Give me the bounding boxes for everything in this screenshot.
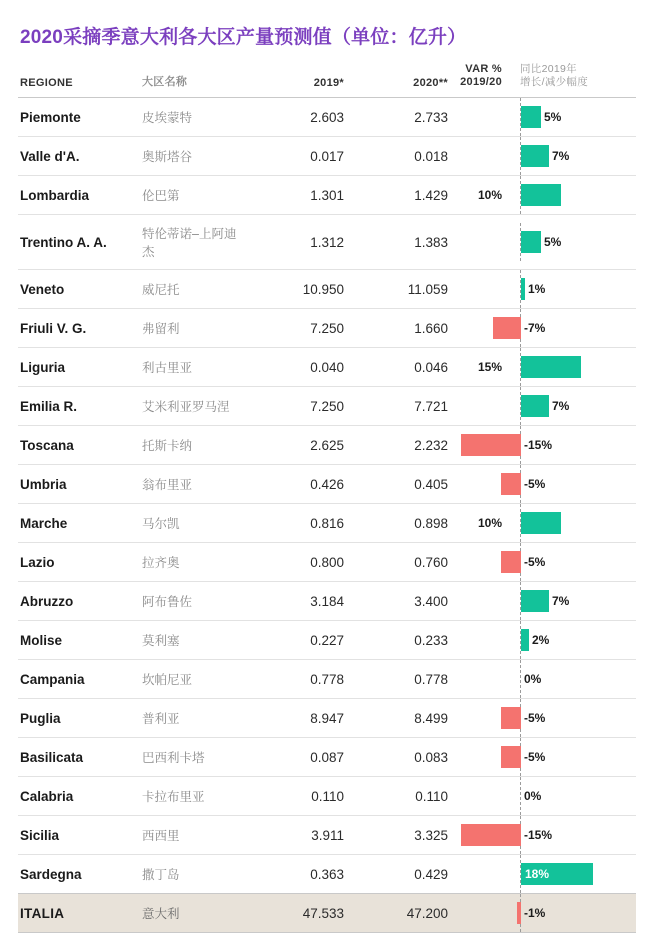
variation-label: 5% xyxy=(544,235,562,249)
column-header-variation xyxy=(454,63,510,98)
region-name-cn: 伦巴第 xyxy=(142,189,180,203)
variation-label: 7% xyxy=(552,149,570,163)
value-2019: 0.040 xyxy=(310,359,344,375)
bar-wrapper xyxy=(510,543,636,581)
value-2020: 2.232 xyxy=(414,437,448,453)
table-row xyxy=(18,348,636,387)
variation-label: -5% xyxy=(524,711,546,725)
variation-bar-cell xyxy=(510,309,636,348)
negative-bar xyxy=(461,434,521,456)
variation-outside-label xyxy=(454,582,510,621)
positive-bar xyxy=(521,395,549,417)
bar-wrapper xyxy=(510,348,636,386)
region-name: Lombardia xyxy=(20,187,90,203)
table-row xyxy=(18,816,636,855)
region-name: Trentino A. A. xyxy=(20,234,107,250)
region-name-cn: 马尔凯 xyxy=(142,517,180,531)
region-name: Campania xyxy=(20,671,85,687)
region-name-cn: 艾米利亚罗马涅 xyxy=(142,400,230,414)
variation-bar-cell xyxy=(510,777,636,816)
value-2019: 0.363 xyxy=(310,866,344,882)
value-2020: 1.660 xyxy=(414,320,448,336)
bar-wrapper xyxy=(510,270,636,308)
value-2019: 0.110 xyxy=(311,788,344,804)
region-name-cn: 撒丁岛 xyxy=(142,868,180,882)
variation-label: 2% xyxy=(532,633,550,647)
positive-bar xyxy=(521,590,549,612)
bar-header-line1: 同比2019年 xyxy=(520,63,577,75)
table-row xyxy=(18,98,636,137)
value-2020: 0.018 xyxy=(414,148,448,164)
value-2020: 0.760 xyxy=(414,554,448,570)
table-row xyxy=(18,215,636,270)
value-2020: 0.778 xyxy=(414,671,448,687)
variation-label: -1% xyxy=(524,906,546,920)
bar-wrapper xyxy=(510,98,636,136)
positive-bar xyxy=(521,231,541,253)
zero-axis-line xyxy=(520,777,521,815)
value-2020: 0.405 xyxy=(414,476,448,492)
value-2020: 47.200 xyxy=(406,905,448,921)
variation-label: 0% xyxy=(524,789,542,803)
table-row xyxy=(18,621,636,660)
value-2020: 1.429 xyxy=(414,187,448,203)
value-2019: 0.800 xyxy=(310,554,344,570)
table-row xyxy=(18,504,636,543)
region-name-cn: 卡拉布里亚 xyxy=(142,790,205,804)
value-2019: 0.087 xyxy=(310,749,344,765)
variation-outside-label xyxy=(454,98,510,137)
variation-bar-cell xyxy=(510,387,636,426)
table-header xyxy=(18,63,636,98)
region-name: Molise xyxy=(20,632,63,648)
variation-label: 7% xyxy=(552,399,570,413)
value-2020: 7.721 xyxy=(414,398,448,414)
bar-wrapper xyxy=(510,387,636,425)
region-name: Basilicata xyxy=(20,749,84,765)
negative-bar xyxy=(501,551,521,573)
variation-label: 7% xyxy=(552,594,570,608)
variation-outside-label xyxy=(454,660,510,699)
variation-bar-cell xyxy=(510,465,636,504)
variation-label: 0% xyxy=(524,672,542,686)
table-row xyxy=(18,777,636,816)
variation-label: 1% xyxy=(528,282,546,296)
value-2020: 0.429 xyxy=(414,866,448,882)
column-header-regione: REGIONE xyxy=(20,77,73,89)
table-row xyxy=(18,176,636,215)
variation-outside-label xyxy=(454,387,510,426)
region-name-cn: 弗留利 xyxy=(142,322,180,336)
variation-outside-label xyxy=(454,215,510,270)
region-name: Liguria xyxy=(20,359,66,375)
table-row xyxy=(18,543,636,582)
table-body xyxy=(18,98,636,933)
variation-bar-cell xyxy=(510,816,636,855)
value-2020: 11.059 xyxy=(407,281,448,297)
region-name: Friuli V. G. xyxy=(20,320,87,336)
variation-bar-cell xyxy=(510,426,636,465)
region-name: Veneto xyxy=(20,281,65,297)
production-forecast-table xyxy=(18,63,636,933)
value-2020: 0.083 xyxy=(414,749,448,765)
bar-wrapper xyxy=(510,738,636,776)
region-name-cn: 特伦蒂诺–上阿迪杰 xyxy=(142,227,237,259)
region-name: Marche xyxy=(20,515,68,531)
positive-bar xyxy=(521,184,561,206)
variation-header-line1: VAR % xyxy=(465,63,502,75)
table-row xyxy=(18,465,636,504)
bar-wrapper xyxy=(510,504,636,542)
region-name-cn: 巴西利卡塔 xyxy=(142,751,205,765)
positive-bar xyxy=(521,512,561,534)
positive-bar xyxy=(521,629,529,651)
variation-label: -7% xyxy=(524,321,546,335)
variation-bar-cell xyxy=(510,504,636,543)
region-name: Sardegna xyxy=(20,866,82,882)
bar-wrapper xyxy=(510,621,636,659)
table-row xyxy=(18,582,636,621)
bar-wrapper xyxy=(510,894,636,932)
value-2020: 0.110 xyxy=(415,788,448,804)
region-name-cn: 意大利 xyxy=(142,907,180,921)
table-row xyxy=(18,426,636,465)
value-2019: 0.816 xyxy=(310,515,344,531)
variation-bar-cell xyxy=(510,660,636,699)
variation-outside-label: 10% xyxy=(477,516,502,530)
region-name: Emilia R. xyxy=(20,398,78,414)
region-name-cn: 坎帕尼亚 xyxy=(142,673,193,687)
column-header-region-cn: 大区名称 xyxy=(142,76,188,88)
value-2019: 0.227 xyxy=(310,632,344,648)
value-2020: 3.325 xyxy=(414,827,448,843)
variation-bar-cell xyxy=(510,543,636,582)
table-row xyxy=(18,660,636,699)
variation-bar-cell xyxy=(510,699,636,738)
value-2020: 0.898 xyxy=(414,515,448,531)
variation-label: -5% xyxy=(524,477,546,491)
variation-label: 18% xyxy=(525,867,550,881)
table-row xyxy=(18,699,636,738)
value-2020: 3.400 xyxy=(414,593,448,609)
region-name-cn: 普利亚 xyxy=(142,712,180,726)
region-name-cn: 利古里亚 xyxy=(142,361,193,375)
value-2020: 0.046 xyxy=(414,359,448,375)
bar-wrapper xyxy=(510,660,636,698)
region-name: Piemonte xyxy=(20,109,81,125)
value-2020: 2.733 xyxy=(414,109,448,125)
table-row xyxy=(18,270,636,309)
region-name: Valle d'A. xyxy=(20,148,80,164)
region-name: Lazio xyxy=(20,554,55,570)
region-name: Calabria xyxy=(20,788,74,804)
variation-bar-cell xyxy=(510,621,636,660)
variation-label: -15% xyxy=(524,438,553,452)
value-2019: 3.911 xyxy=(311,827,344,843)
region-name-cn: 拉齐奥 xyxy=(142,556,180,570)
negative-bar xyxy=(517,902,521,924)
value-2020: 1.383 xyxy=(414,234,448,250)
variation-bar-cell xyxy=(510,894,636,933)
region-name-cn: 托斯卡纳 xyxy=(142,439,193,453)
variation-bar-cell xyxy=(510,137,636,176)
region-name-cn: 皮埃蒙特 xyxy=(142,111,193,125)
region-name: Abruzzo xyxy=(20,593,74,609)
variation-outside-label xyxy=(454,894,510,933)
region-name: Sicilia xyxy=(20,827,60,843)
column-header-bar xyxy=(510,63,636,98)
value-2019: 7.250 xyxy=(310,320,344,336)
region-name: ITALIA xyxy=(20,905,65,921)
value-2019: 1.301 xyxy=(310,187,344,203)
value-2019: 0.426 xyxy=(310,476,344,492)
bar-wrapper xyxy=(510,582,636,620)
page-title: 2020采摘季意大利各大区产量预测值（单位：亿升） xyxy=(20,27,467,48)
region-name-cn: 威尼托 xyxy=(142,283,180,297)
negative-bar xyxy=(461,824,521,846)
column-header-2020: 2020** xyxy=(413,77,448,89)
positive-bar xyxy=(521,278,525,300)
value-2020: 8.499 xyxy=(414,710,448,726)
positive-bar xyxy=(521,356,581,378)
negative-bar xyxy=(501,707,521,729)
variation-bar-cell xyxy=(510,98,636,137)
variation-bar-cell xyxy=(510,270,636,309)
table-row xyxy=(18,309,636,348)
region-name: Toscana xyxy=(20,437,74,453)
value-2019: 3.184 xyxy=(310,593,344,609)
positive-bar xyxy=(521,145,549,167)
positive-bar xyxy=(521,106,541,128)
region-name-cn: 阿布鲁佐 xyxy=(142,595,193,609)
variation-label: -15% xyxy=(524,828,553,842)
negative-bar xyxy=(493,317,521,339)
bar-wrapper xyxy=(510,777,636,815)
variation-bar-cell xyxy=(510,738,636,777)
bar-wrapper xyxy=(510,309,636,347)
variation-label: 5% xyxy=(544,110,562,124)
variation-bar-cell xyxy=(510,348,636,387)
variation-header-line2: 2019/20 xyxy=(460,76,502,88)
value-2019: 0.778 xyxy=(310,671,344,687)
variation-outside-label xyxy=(454,621,510,660)
value-2019: 7.250 xyxy=(310,398,344,414)
variation-bar-cell xyxy=(510,855,636,894)
region-name: Puglia xyxy=(20,710,61,726)
table-row xyxy=(18,855,636,894)
value-2019: 2.603 xyxy=(310,109,344,125)
value-2020: 0.233 xyxy=(414,632,448,648)
bar-wrapper xyxy=(510,699,636,737)
region-name: Umbria xyxy=(20,476,67,492)
variation-label: -5% xyxy=(524,555,546,569)
table-row xyxy=(18,387,636,426)
column-header-2019: 2019* xyxy=(313,77,344,89)
value-2019: 47.533 xyxy=(302,905,344,921)
bar-wrapper xyxy=(510,137,636,175)
table-row xyxy=(18,738,636,777)
bar-wrapper xyxy=(510,816,636,854)
bar-header-line2: 增长/减少幅度 xyxy=(520,76,589,88)
variation-outside-label xyxy=(454,855,510,894)
negative-bar xyxy=(501,746,521,768)
variation-outside-label xyxy=(454,777,510,816)
region-name-cn: 莫利塞 xyxy=(142,634,180,648)
value-2019: 10.950 xyxy=(302,281,344,297)
table-row xyxy=(18,137,636,176)
region-name-cn: 西西里 xyxy=(142,829,180,843)
value-2019: 8.947 xyxy=(310,710,344,726)
variation-bar-cell xyxy=(510,582,636,621)
bar-wrapper xyxy=(510,176,636,214)
variation-outside-label: 15% xyxy=(477,360,502,374)
bar-wrapper xyxy=(510,223,636,261)
bar-wrapper xyxy=(510,426,636,464)
region-name-cn: 翁布里亚 xyxy=(142,478,193,492)
negative-bar xyxy=(501,473,521,495)
variation-bar-cell xyxy=(510,176,636,215)
bar-wrapper xyxy=(510,855,636,893)
region-name-cn: 奥斯塔谷 xyxy=(142,150,193,164)
value-2019: 1.312 xyxy=(310,234,344,250)
variation-outside-label xyxy=(454,137,510,176)
variation-outside-label: 10% xyxy=(477,188,502,202)
variation-outside-label xyxy=(454,270,510,309)
value-2019: 2.625 xyxy=(310,437,344,453)
bar-wrapper xyxy=(510,465,636,503)
zero-axis-line xyxy=(520,660,521,698)
value-2019: 0.017 xyxy=(310,148,344,164)
table-row xyxy=(18,894,636,933)
variation-label: -5% xyxy=(524,750,546,764)
variation-bar-cell xyxy=(510,215,636,270)
